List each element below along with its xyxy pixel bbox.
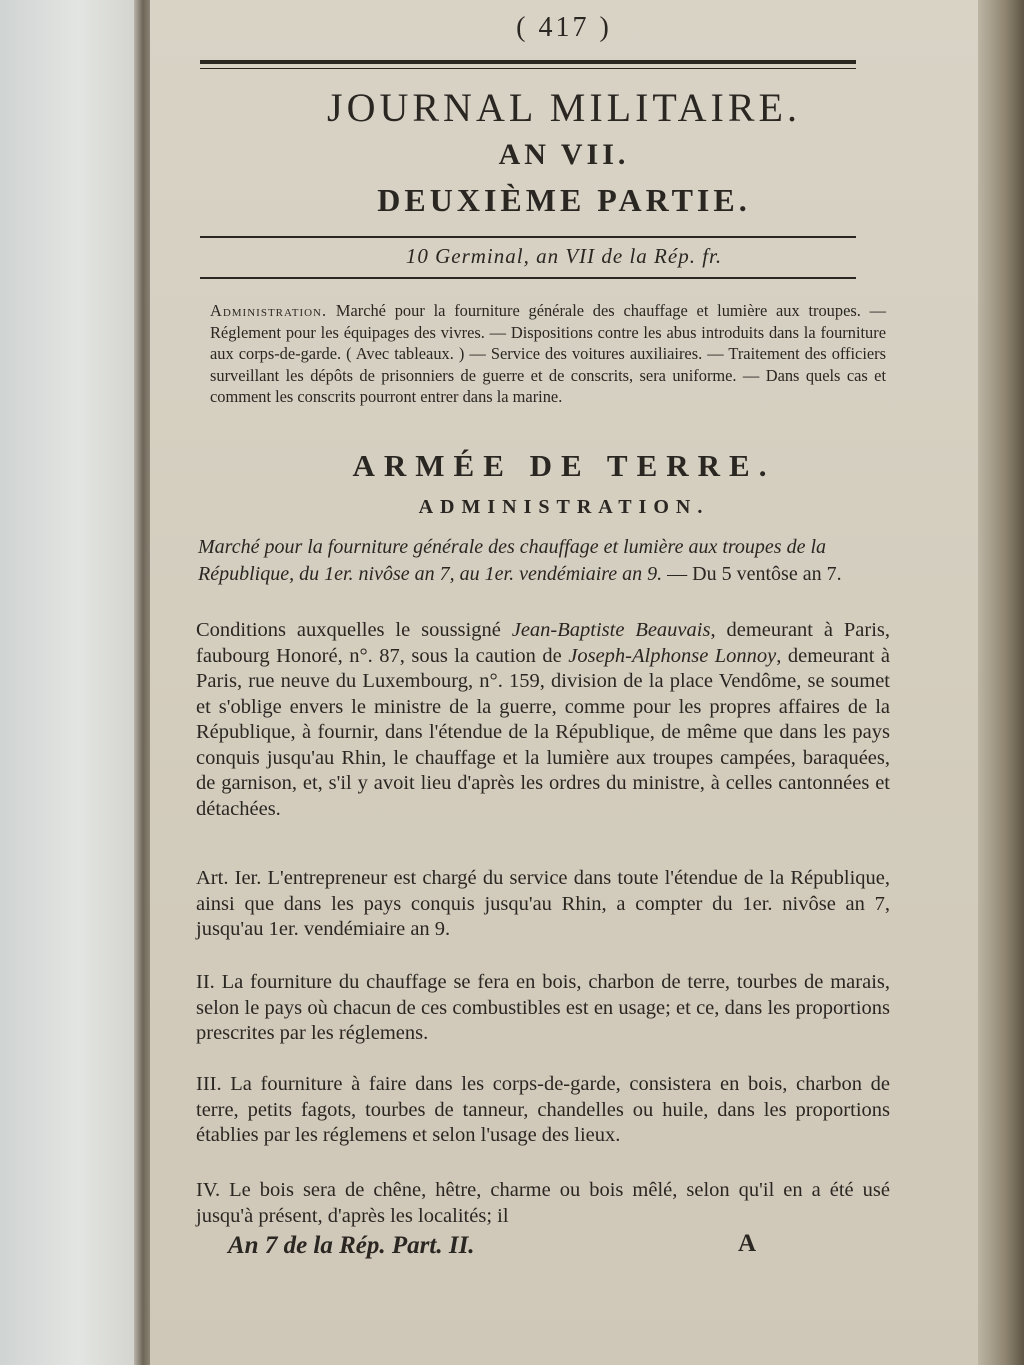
conditions-text-3: , demeurant à Paris, rue neuve du Luxembourg, n°. 159, division de la place Vendôme, se soumet et s'oblige envers le ministre de la guerre, comme pour les propres affaires de la République, à fournir, dans l'étendue de la République, de même que dans les pays conquis jusqu'au Rhin, le chauffage et la lumière aux troupes campées, baraquées, de garnison, et, s'il y avoit lieu d'après les ordres du ministre, à celles cantonnées et détachées.	[196, 644, 890, 820]
date-line: 10 Germinal, an VII de la Rép. fr.	[405, 244, 723, 268]
article-3: III. La fourniture à faire dans les corps-de-garde, consistera en bois, charbon de terre, petits fagots, tourbes de tanneur, chandelles ou huile, dans les proportions établies par les réglemens et selon l'usage des lieux.	[196, 1073, 890, 1146]
march-italic: Marché pour la fourniture générale des chauffage et lumière aux troupes de la République, du 1er. nivôse an 7, au 1er. vendémiaire an 9.	[198, 536, 827, 585]
footer-signature: An 7 de la Rép. Part. II.	[228, 1232, 475, 1259]
summary-lead: Administration.	[210, 301, 328, 320]
article-4: IV. Le bois sera de chêne, hêtre, charme ou bois mêlé, selon qu'il en a été usé jusqu'à présent, d'après les localités; il	[196, 1179, 890, 1227]
journal-title: JOURNAL MILITAIRE.	[327, 85, 801, 130]
conditions-text-2: , demeurant à Paris, faubourg Honoré, n°. 87, sous la caution de	[196, 619, 890, 667]
part-title: DEUXIÈME PARTIE.	[377, 182, 751, 218]
summary-paragraph	[210, 300, 886, 408]
march-heading	[198, 534, 888, 588]
page-number: ( 417 )	[516, 12, 612, 43]
contractor-name: Jean-Baptiste Beauvais	[511, 619, 711, 641]
conditions-text-1: Conditions auxquelles le soussigné	[196, 619, 512, 641]
header-rule-thick	[200, 60, 856, 64]
date-rule-top	[200, 236, 856, 238]
year-title: AN VII.	[498, 138, 630, 171]
march-date: — Du 5 ventôse an 7.	[662, 563, 842, 585]
date-rule-bottom	[200, 277, 856, 279]
document-page	[150, 0, 978, 1365]
page-edge-shadow	[978, 0, 1024, 1365]
guarantor-name: Joseph-Alphonse Lonnoy	[568, 644, 777, 667]
article-1: Art. Ier. L'entrepreneur est chargé du service dans toute l'étendue de la République, ainsi que dans les pays conquis jusqu'au Rhin, a compter du 1er. nivôse an 7, jusqu'au 1er. vendémiaire an 9.	[196, 867, 890, 940]
left-page-leaf	[0, 0, 142, 1365]
article-2: II. La fourniture du chauffage se fera en bois, charbon de terre, tourbes de marais, selon le pays où chacun de ces combustibles est en usage; et ce, dans les proportions prescrites par les réglemens.	[196, 971, 890, 1044]
summary-text: Marché pour la fourniture générale des chauffage et lumière aux troupes. — Réglement pour les équipages des vivres. — Dispositions contre les abus introduits dans la fourniture aux corps-de-garde. ( Avec tableaux. ) — Service des voitures auxiliaires. — Traitement des officiers surveillant les dépôts de prisonniers de guerre et de conscrits, sera uniforme. — Dans quels cas et comment les conscrits pourront entrer dans la marine.	[210, 301, 886, 406]
subsection-title: ADMINISTRATION.	[418, 496, 710, 518]
header-rule-thin	[200, 68, 856, 69]
conditions-paragraph	[196, 618, 890, 822]
section-title: ARMÉE DE TERRE.	[352, 448, 776, 483]
footer-sheet-mark: A	[738, 1230, 757, 1257]
